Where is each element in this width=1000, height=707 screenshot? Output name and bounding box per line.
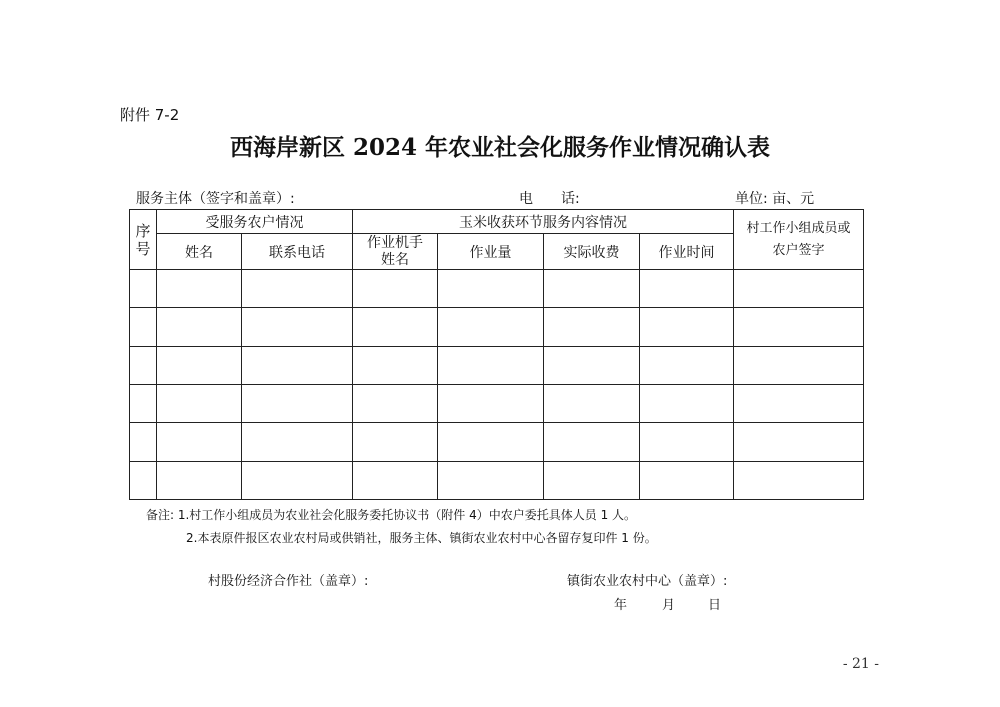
col-name-header: 姓名 — [157, 234, 242, 270]
table-row — [130, 423, 864, 461]
town-center-seal-label: 镇街农业农村中心（盖章）: — [567, 574, 728, 589]
col-fee-header: 实际收费 — [544, 234, 640, 270]
note-line-2: 2.本表原件报区农业农村局或供销社，服务主体、镇街农业农村中心各留存复印件 1 份。 — [186, 531, 657, 545]
confirmation-table — [129, 209, 864, 500]
service-group-header: 玉米收获环节服务内容情况 — [353, 210, 734, 234]
village-coop-seal-label: 村股份经济合作社（盖章）: — [208, 574, 369, 589]
date-year: 年 — [614, 598, 628, 613]
service-subject-label: 服务主体（签字和盖章）: — [136, 191, 295, 207]
page-number: - 21 - — [842, 656, 879, 672]
table-row — [130, 461, 864, 499]
col-operator-line2: 姓名 — [381, 251, 409, 268]
seq-char-2: 号 — [135, 239, 151, 258]
table-row — [130, 346, 864, 384]
farmer-group-header: 受服务农户情况 — [157, 210, 353, 234]
date-day: 日 — [708, 598, 722, 613]
table-row — [130, 384, 864, 422]
col-time-header: 作业时间 — [640, 234, 734, 270]
signature-header-line1: 村工作小组成员或 — [746, 220, 851, 236]
table-row — [130, 308, 864, 346]
seq-char-1: 序 — [135, 221, 151, 240]
date-month: 月 — [662, 598, 676, 613]
attachment-label: 附件 7-2 — [120, 106, 180, 124]
col-phone-header: 联系电话 — [242, 234, 353, 270]
unit-label: 单位: 亩、元 — [735, 191, 815, 207]
phone-label: 电 话: — [519, 191, 580, 207]
col-operator-header — [353, 234, 438, 270]
signature-header-line2: 农户签字 — [772, 242, 825, 258]
col-volume-header: 作业量 — [438, 234, 544, 270]
document-title: 西海岸新区 2024 年农业社会化服务作业情况确认表 — [229, 134, 771, 161]
col-operator-line1: 作业机手 — [367, 234, 423, 251]
seq-header — [130, 210, 157, 270]
signature-header — [734, 210, 864, 270]
note-line-1: 备注: 1.村工作小组成员为农业社会化服务委托协议书（附件 4）中农户委托具体人员 1 人。 — [146, 508, 637, 522]
table-row — [130, 270, 864, 308]
header-row-1 — [130, 210, 864, 234]
